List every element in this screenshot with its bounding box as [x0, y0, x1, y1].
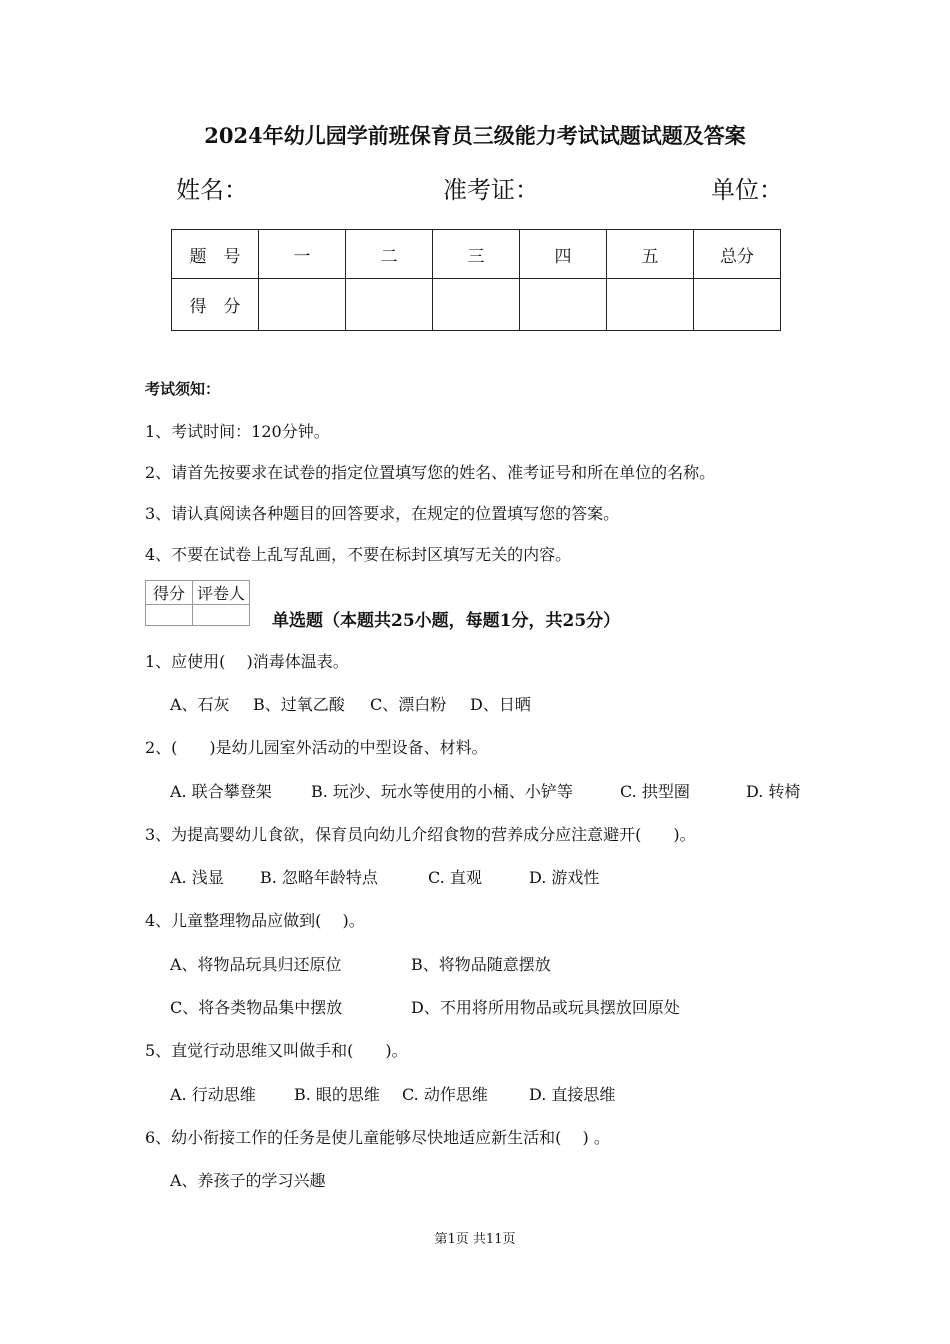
option: C. 拱型圈 — [620, 782, 690, 801]
notice-item: 2、请首先按要求在试卷的指定位置填写您的姓名、准考证号和所在单位的名称。 — [145, 463, 716, 482]
option: D. 游戏性 — [529, 868, 600, 887]
question-stem: 2、( )是幼儿园室外活动的中型设备、材料。 — [145, 738, 488, 757]
score-table — [171, 229, 781, 331]
notice-item: 4、不要在试卷上乱写乱画，不要在标封区填写无关的内容。 — [145, 545, 572, 564]
score-cell[interactable] — [520, 279, 607, 331]
option: D、日晒 — [470, 695, 531, 714]
option: C. 直观 — [428, 868, 482, 887]
score-row-label: 得 分 — [172, 279, 259, 331]
option: C. 动作思维 — [402, 1085, 488, 1104]
option: A、石灰 — [170, 695, 230, 714]
option: A. 浅显 — [170, 868, 224, 887]
score-header-cell: 三 — [433, 230, 520, 279]
exam-id-label: 准考证： — [443, 176, 539, 204]
score-header-cell: 五 — [607, 230, 694, 279]
score-header-cell: 四 — [520, 230, 607, 279]
section-title: 单选题（本题共25小题，每题1分，共25分） — [272, 611, 621, 631]
option: A、将物品玩具归还原位 — [170, 955, 342, 974]
unit-label: 单位： — [711, 176, 783, 204]
option: D. 直接思维 — [529, 1085, 616, 1104]
option: A. 联合攀登架 — [170, 782, 272, 801]
grader-name-label: 评卷人 — [193, 581, 250, 605]
option: B. 玩沙、玩水等使用的小桶、小铲等 — [311, 782, 573, 801]
grader-score-cell[interactable] — [146, 605, 193, 626]
option: A. 行动思维 — [170, 1085, 256, 1104]
page-footer: 第1页 共11页 — [434, 1232, 516, 1247]
option: B. 眼的思维 — [294, 1085, 380, 1104]
option: D、不用将所用物品或玩具摆放回原处 — [411, 998, 680, 1017]
notice-heading: 考试须知： — [145, 380, 221, 398]
notice-item: 3、请认真阅读各种题目的回答要求，在规定的位置填写您的答案。 — [145, 504, 620, 523]
option: D. 转椅 — [746, 782, 801, 801]
option: B. 忽略年龄特点 — [260, 868, 378, 887]
grader-name-cell[interactable] — [193, 605, 250, 626]
score-cell[interactable] — [694, 279, 781, 331]
question-stem: 4、儿童整理物品应做到( )。 — [145, 911, 365, 930]
notice-item: 1、考试时间：120分钟。 — [145, 422, 330, 441]
score-header-cell: 二 — [346, 230, 433, 279]
score-header-cell: 题 号 — [172, 230, 259, 279]
option: A、养孩子的学习兴趣 — [170, 1171, 326, 1190]
score-cell[interactable] — [346, 279, 433, 331]
question-stem: 6、幼小衔接工作的任务是使儿童能够尽快地适应新生活和( ) 。 — [145, 1128, 610, 1147]
question-stem: 1、应使用( )消毒体温表。 — [145, 652, 349, 671]
grader-score-label: 得分 — [146, 581, 193, 605]
option: B、过氧乙酸 — [253, 695, 345, 714]
score-cell[interactable] — [607, 279, 694, 331]
option: B、将物品随意摆放 — [411, 955, 551, 974]
page-title: 2024年幼儿园学前班保育员三级能力考试试题试题及答案 — [204, 123, 746, 148]
option: C、将各类物品集中摆放 — [170, 998, 343, 1017]
name-label: 姓名： — [176, 176, 248, 204]
score-header-cell: 一 — [259, 230, 346, 279]
score-cell[interactable] — [433, 279, 520, 331]
score-header-cell: 总分 — [694, 230, 781, 279]
question-stem: 3、为提高婴幼儿食欲，保育员向幼儿介绍食物的营养成分应注意避开( )。 — [145, 825, 696, 844]
question-stem: 5、直觉行动思维又叫做手和( )。 — [145, 1041, 408, 1060]
option: C、漂白粉 — [370, 695, 447, 714]
score-cell[interactable] — [259, 279, 346, 331]
grader-box — [145, 580, 250, 626]
